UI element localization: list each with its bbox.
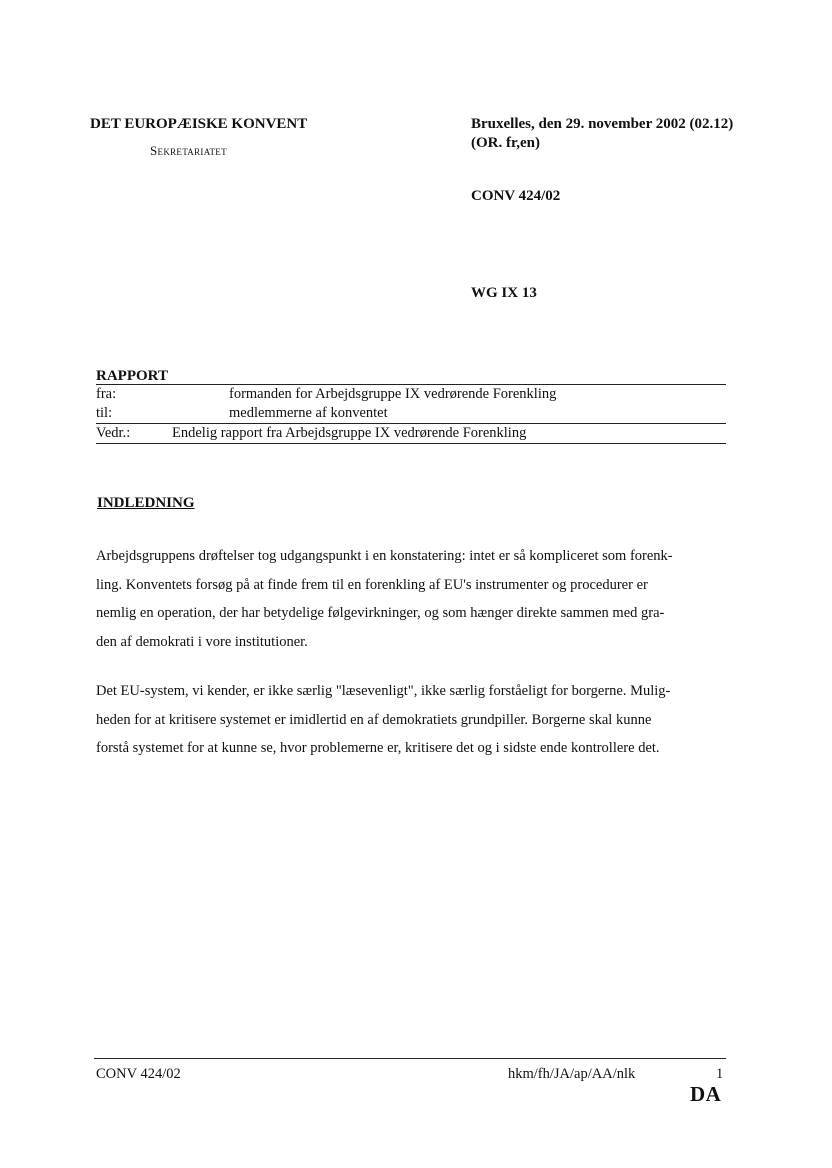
divider [96, 443, 726, 444]
subject-label: Vedr.: [96, 425, 131, 441]
organization-department: Sekretariatet [150, 143, 227, 158]
footer-reference: CONV 424/02 [96, 1066, 181, 1082]
document-date: Bruxelles, den 29. november 2002 (02.12) [471, 116, 734, 132]
report-row-subject [96, 424, 726, 443]
paragraph-line: nemlig en operation, der har betydelige følgevirkninger, og som hænger direkte sammen med gra- [96, 605, 665, 621]
report-row-to [96, 404, 726, 423]
paragraph-line: Det EU-system, vi kender, er ikke særlig "læsevenligt", ikke særlig forståeligt for borgerne. Mulig- [96, 683, 671, 699]
from-value: formanden for Arbejdsgruppe IX vedrørende Forenkling [229, 386, 557, 402]
paragraph-eu-system [96, 677, 736, 763]
paragraph-line: heden for at kritisere systemet er imidlertid en af demokratiets grundpiller. Borgerne skal kunne [96, 711, 652, 728]
footer-divider [94, 1058, 726, 1059]
to-label: til: [96, 405, 113, 421]
paragraph-introduction [96, 542, 736, 656]
language-code: DA [690, 1082, 722, 1106]
paragraph-line: den af demokrati i vore institutioner. [96, 633, 308, 650]
report-title: RAPPORT [96, 368, 168, 384]
working-group-number: WG IX 13 [471, 285, 537, 301]
subject-value: Endelig rapport fra Arbejdsgruppe IX vedrørende Forenkling [172, 425, 527, 441]
paragraph-line: forstå systemet for at kunne se, hvor problemerne er, kritisere det og i sidste ende kontrollere det. [96, 740, 660, 756]
section-heading: INDLEDNING [97, 495, 195, 511]
original-language: (OR. fr,en) [471, 135, 541, 151]
document-reference: CONV 424/02 [471, 188, 561, 204]
footer-initials: hkm/fh/JA/ap/AA/nlk [508, 1066, 636, 1082]
to-value: medlemmerne af konventet [229, 405, 388, 421]
report-header-block [96, 368, 726, 444]
page-number: 1 [716, 1066, 724, 1082]
organization-name: DET EUROPÆISKE KONVENT [90, 116, 308, 132]
report-row-from [96, 385, 726, 404]
paragraph-line: ling. Konventets forsøg på at finde frem til en forenkling af EU's instrumenter og procedurer er [96, 576, 648, 593]
from-label: fra: [96, 386, 117, 402]
paragraph-line: Arbejdsgruppens drøftelser tog udgangspunkt i en konstatering: intet er så kompliceret som forenk- [96, 548, 673, 564]
